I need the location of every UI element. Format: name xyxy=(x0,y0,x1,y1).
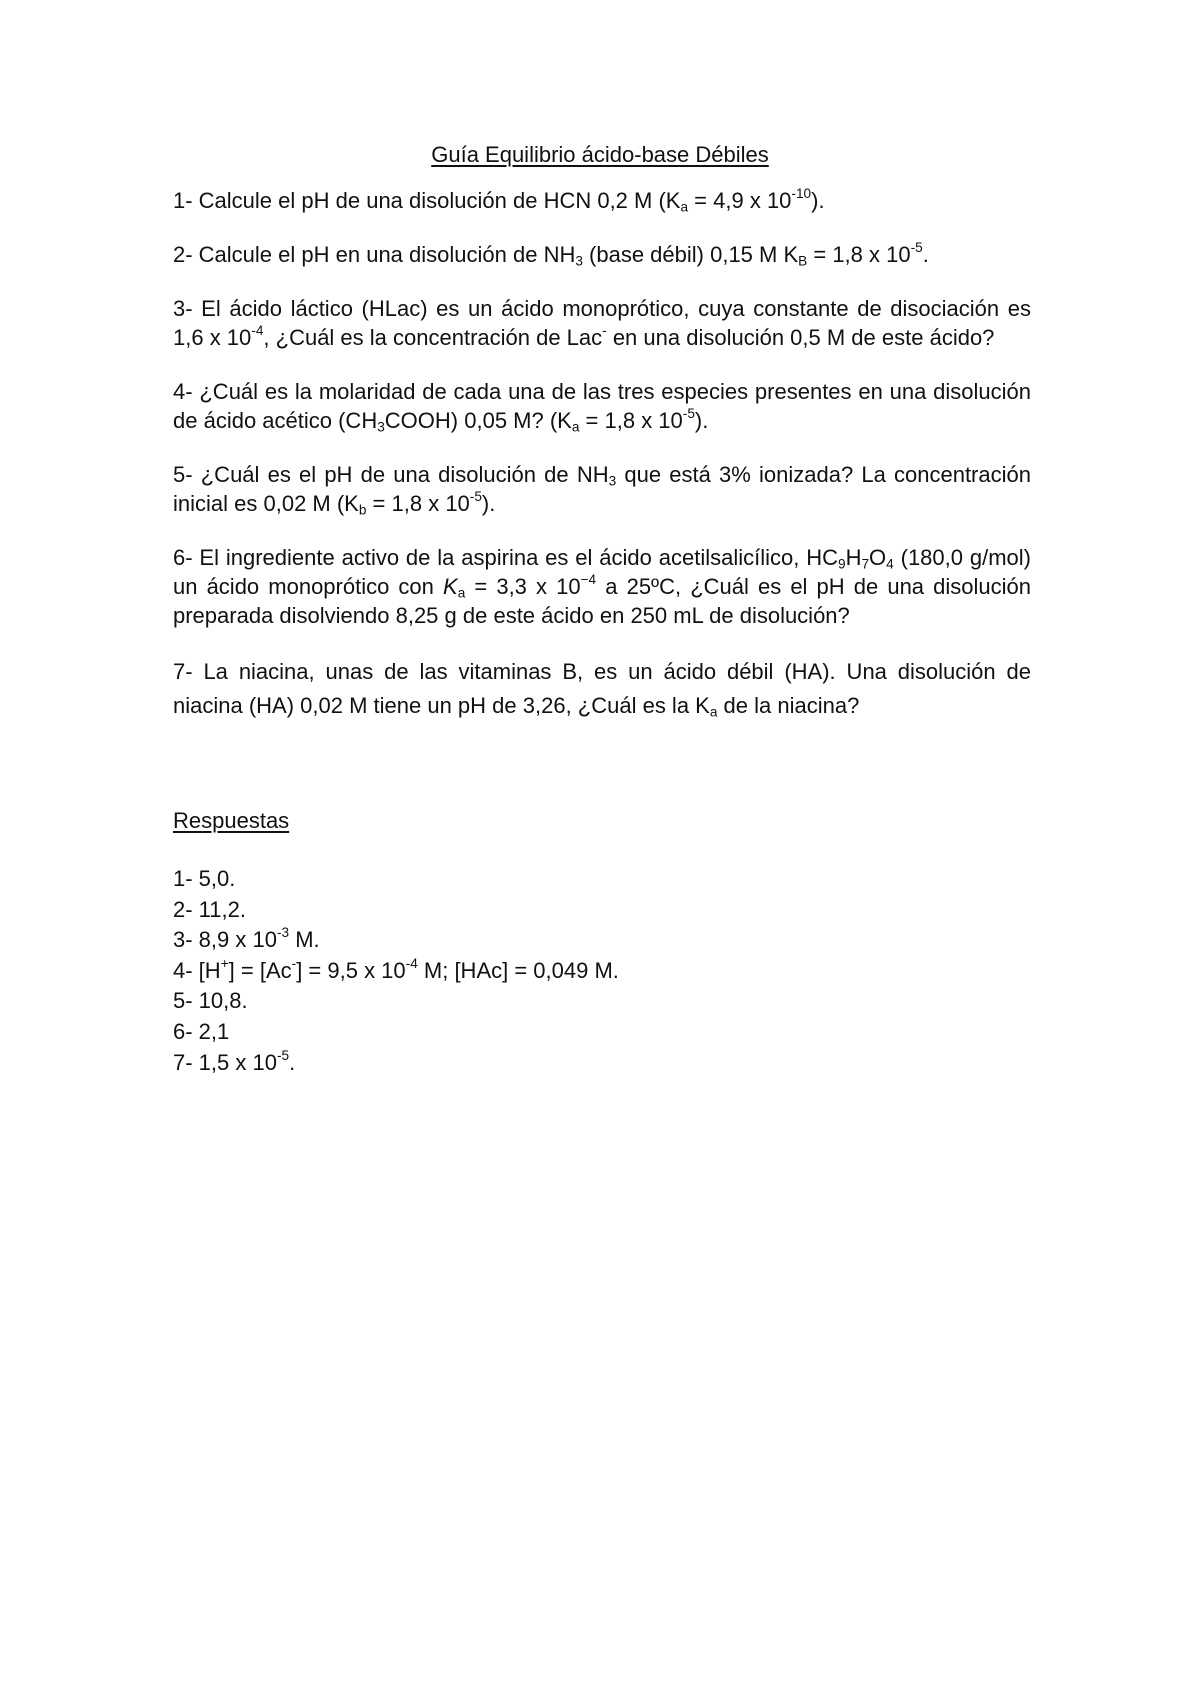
answer-text: . xyxy=(289,1049,296,1075)
answer-7 xyxy=(173,1048,873,1079)
problem-list xyxy=(173,186,1031,748)
subscript: B xyxy=(798,253,808,269)
problem-6 xyxy=(173,543,1031,630)
page-title: Guía Equilibrio ácido-base Débiles xyxy=(431,142,769,167)
problem-text: (base débil) 0,15 M K xyxy=(582,242,799,267)
superscript: -5 xyxy=(276,1047,290,1063)
answer-5 xyxy=(173,986,873,1017)
subscript: 3 xyxy=(575,253,583,269)
problem-text: 6- El ingrediente activo de la aspirina es el ácido acetilsalicílico, HC xyxy=(173,545,838,570)
answer-text: 6- 2,1 xyxy=(173,1018,230,1044)
problem-text: (180,0 g/mol) un ácido monoprótico con xyxy=(173,545,1031,599)
problem-text: que está 3% ionizada? La concentración inicial es 0,02 M (K xyxy=(173,462,1031,516)
problem-text: ). xyxy=(811,188,825,213)
answer-text: 3- 8,9 x 10 xyxy=(173,927,277,953)
answer-text: 7- 1,5 x 10 xyxy=(173,1049,277,1075)
superscript: + xyxy=(220,955,229,971)
answer-list xyxy=(173,864,873,1078)
answer-text: ] = 9,5 x 10 xyxy=(296,957,406,983)
answer-3 xyxy=(173,925,873,956)
answer-2 xyxy=(173,895,873,926)
superscript: -5 xyxy=(910,239,923,255)
answer-text: 5- 10,8. xyxy=(173,988,248,1014)
problem-text: = 4,9 x 10 xyxy=(688,188,792,213)
answer-text: 1- 5,0. xyxy=(173,866,236,891)
problem-text: H xyxy=(845,545,862,570)
problem-text: 2- Calcule el pH en una disolución de NH xyxy=(173,242,576,267)
subscript: 9 xyxy=(838,556,846,572)
answer-text: ] = [Ac xyxy=(228,957,292,983)
problem-text: O xyxy=(869,545,887,570)
problem-text: ). xyxy=(694,408,709,433)
problem-text: 1- Calcule el pH de una disolución de HCN 0,2 M (K xyxy=(173,188,681,213)
answer-text: M. xyxy=(289,927,320,953)
problem-text: = 1,8 x 10 xyxy=(579,408,683,433)
answers-heading: Respuestas xyxy=(173,808,290,833)
superscript: -5 xyxy=(682,405,695,421)
problem-text: a 25ºC, ¿Cuál es el pH de una disolución preparada disolviendo 8,25 g de este ácido en 250 mL de disolución? xyxy=(173,574,1031,628)
answer-text: M; [HAc] = 0,049 M. xyxy=(417,957,619,983)
italic-variable: K xyxy=(443,574,458,599)
subscript: 4 xyxy=(886,556,894,572)
subscript: a xyxy=(571,419,580,435)
superscript: -4 xyxy=(251,322,264,338)
problem-2 xyxy=(173,240,1031,269)
problem-5 xyxy=(173,460,1031,518)
problem-text: , ¿Cuál es la concentración de Lac xyxy=(263,325,603,350)
superscript: - xyxy=(602,322,607,338)
subscript: a xyxy=(680,199,689,215)
problem-1 xyxy=(173,186,1031,215)
superscript: -3 xyxy=(276,924,290,940)
problem-text: de la niacina? xyxy=(717,693,860,718)
superscript: - xyxy=(291,955,297,971)
problem-text: . xyxy=(922,242,929,267)
superscript: -4 xyxy=(405,955,418,971)
answer-text: 2- 11,2. xyxy=(173,896,246,922)
subscript: 7 xyxy=(861,556,870,572)
problem-7 xyxy=(173,655,1031,723)
problem-3 xyxy=(173,294,1031,352)
problem-text: = 1,8 x 10 xyxy=(807,242,911,267)
answer-6 xyxy=(173,1017,873,1048)
problem-text: en una disolución 0,5 M de este ácido? xyxy=(606,325,995,350)
subscript: 3 xyxy=(608,473,617,489)
problem-text: COOH) 0,05 M? (K xyxy=(384,408,572,433)
problem-text: = 1,8 x 10 xyxy=(366,491,470,516)
problem-text: 4- ¿Cuál es la molaridad de cada una de las tres especies presentes en una disolución de ácido acético (CH xyxy=(173,379,1031,433)
answer-1 xyxy=(173,864,873,895)
problem-text: = 3,3 x 10 xyxy=(465,574,581,599)
problem-text: ). xyxy=(481,491,496,516)
answer-4 xyxy=(173,956,873,987)
superscript: -10 xyxy=(791,185,812,201)
superscript: -5 xyxy=(469,488,482,504)
answer-text: 4- [H xyxy=(173,957,221,983)
subscript: a xyxy=(709,704,718,720)
superscript: −4 xyxy=(580,571,597,587)
problem-4 xyxy=(173,377,1031,435)
problem-text: 3- El ácido láctico (HLac) es un ácido monoprótico, cuya constante de disociación es 1,6 x 10 xyxy=(173,296,1031,350)
subscript: a xyxy=(457,585,466,601)
subscript: 3 xyxy=(377,419,385,435)
problem-text: 5- ¿Cuál es el pH de una disolución de NH xyxy=(173,462,609,487)
problem-text: 7- La niacina, unas de las vitaminas B, es un ácido débil (HA). Una disolución de niacina (HA) 0,02 M tiene un pH de 3,26, ¿Cuál es la K xyxy=(173,659,1031,718)
subscript: b xyxy=(358,502,367,518)
